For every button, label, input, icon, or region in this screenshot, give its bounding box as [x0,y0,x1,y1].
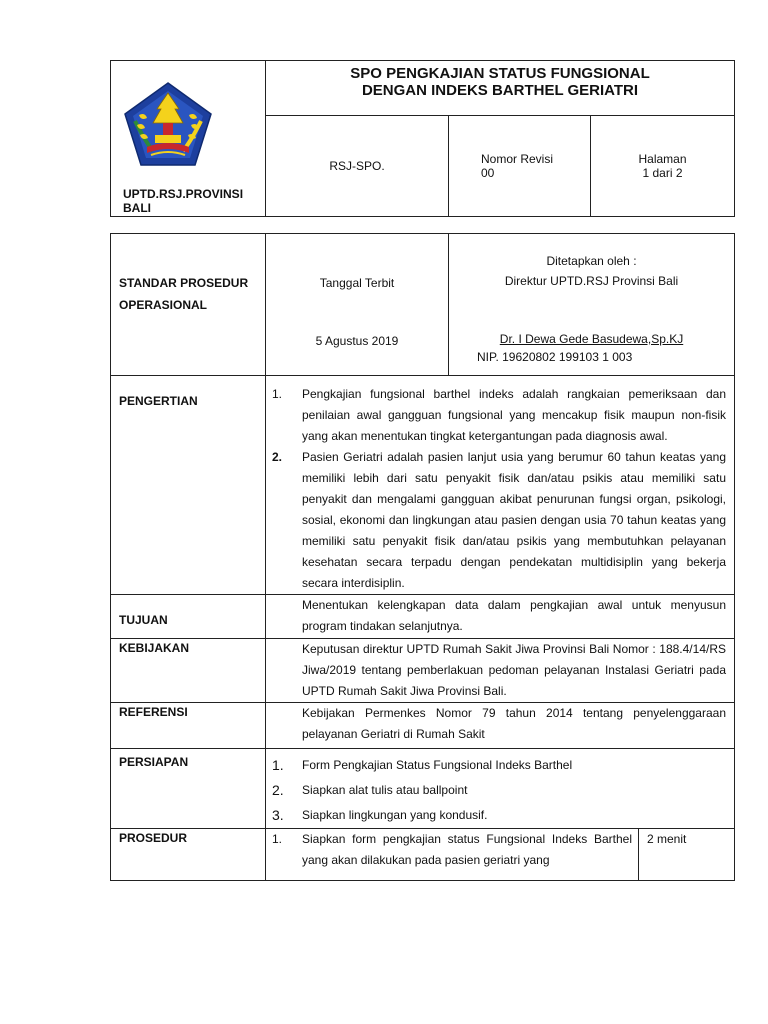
revision-label: Nomor Revisi [481,152,554,166]
prosedur-label-cell [111,829,266,881]
issue-date-label: Tanggal Terbit [319,276,395,290]
tujuan-text: Menentukan kelengkapan data dalam pengkajian awal untuk menyusun program tindakan selanjutnya. [266,595,735,639]
kebijakan-label-cell [111,639,266,703]
director-nip: NIP. 19620802 199103 1 003 [477,350,633,364]
revision-cell [449,116,591,217]
page-label: Halaman [638,152,687,166]
persiapan-label: PERSIAPAN [119,755,189,769]
kebijakan-text: Keputusan direktur UPTD Rumah Sakit Jiwa Provinsi Bali Nomor : 188.4/14/RS Jiwa/2019 tentang pemberlakuan pedoman pelayanan Instalasi Geriatri pada UPTD Rumah Sakit Jiwa Provinsi Bali. [266,639,735,703]
list-item [270,803,726,828]
persiapan-label-cell [111,749,266,829]
item-text: Siapkan form pengkajian status Fungsional Indeks Barthel yang akan dilakukan pada pasien geriatri yang [302,832,632,867]
tujuan-label-cell [111,595,266,639]
item-number: 2. [272,450,283,464]
kebijakan-label: KEBIJAKAN [119,641,190,655]
list-item [270,384,726,447]
item-text: Siapkan lingkungan yang kondusif. [302,808,488,822]
referensi-label-cell [111,703,266,749]
persiapan-content [266,749,735,829]
page-value: 1 dari 2 [642,166,683,180]
list-item [270,447,726,594]
title-line2: DENGAN INDEKS BARTHEL GERIATRI [361,82,639,99]
page-cell [591,116,735,217]
referensi-label: REFERENSI [119,705,188,719]
list-item [270,778,726,803]
item-text: Pengkajian fungsional barthel indeks adalah rangkaian pemeriksaan dan penilaian awal gangguan fungsional yang mencakup fisik maupun non-fisik yang akan menentukan tingkat ketergantungan pada diagnosis awal. [302,387,726,443]
org-name-line2: BALI [123,201,151,215]
item-number: 1. [272,387,283,401]
doc-no-value: RSJ-SPO. [329,159,385,173]
pengertian-label-cell [111,376,266,595]
established-cell [449,234,735,376]
title-line1: SPO PENGKAJIAN STATUS FUNGSIONAL [350,65,650,82]
org-name-line1: UPTD.RSJ.PROVINSI [123,187,244,201]
document-number [266,116,449,217]
header-table [110,60,735,217]
sop-table [110,233,735,881]
issue-date-cell [266,234,449,376]
pengertian-content [266,376,735,595]
tujuan-label: TUJUAN [119,613,168,627]
org-name [123,187,263,215]
director-name: Dr. I Dewa Gede Basudewa,Sp.KJ [499,332,684,346]
referensi-text: Kebijakan Permenkes Nomor 79 tahun 2014 tentang penyelenggaraan pelayanan Geriatri di Rumah Sakit [266,703,735,749]
item-text: Siapkan alat tulis atau ballpoint [302,783,468,797]
item-number: 1. [272,757,284,773]
issue-date-value: 5 Agustus 2019 [315,334,399,348]
item-number: 3. [272,807,284,823]
sop-label-cell [111,234,266,376]
prosedur-content [266,829,639,881]
list-item [270,829,632,871]
logo-cell [111,61,266,217]
document-title [266,61,735,116]
prosedur-label: PROSEDUR [119,831,188,845]
established-by: Ditetapkan oleh : [546,254,637,268]
prosedur-duration: 2 menit [639,829,735,881]
item-number: 1. [272,832,283,846]
revision-value: 00 [481,166,495,180]
item-number: 2. [272,782,284,798]
item-text: Pasien Geriatri adalah pasien lanjut usia yang berumur 60 tahun keatas yang memiliki lebih dari satu penyakit fisik dan/atau psikis atau memiliki satu penyakit dan mengalami gangguan akibat penurunan fungsi organ, psikologi, sosial, ekonomi dan lingkungan atau pasien dengan usia 70 tahun keatas yang memiliki satu penyakit fisik dan/atau psikis yang membutuhkan pelayanan kesehatan secara terpadu dengan pendekatan multidisiplin yang bekerja secara interdisiplin. [302,450,726,590]
sop-label-line1: STANDAR PROSEDUR [119,276,249,290]
director-title: Direktur UPTD.RSJ Provinsi Bali [504,274,679,288]
sop-label [111,234,265,316]
bali-province-emblem-icon [123,81,213,169]
item-text: Form Pengkajian Status Fungsional Indeks Barthel [302,758,573,772]
list-item [270,753,726,778]
sop-label-line2: OPERASIONAL [119,298,208,312]
pengertian-label: PENGERTIAN [119,394,198,408]
